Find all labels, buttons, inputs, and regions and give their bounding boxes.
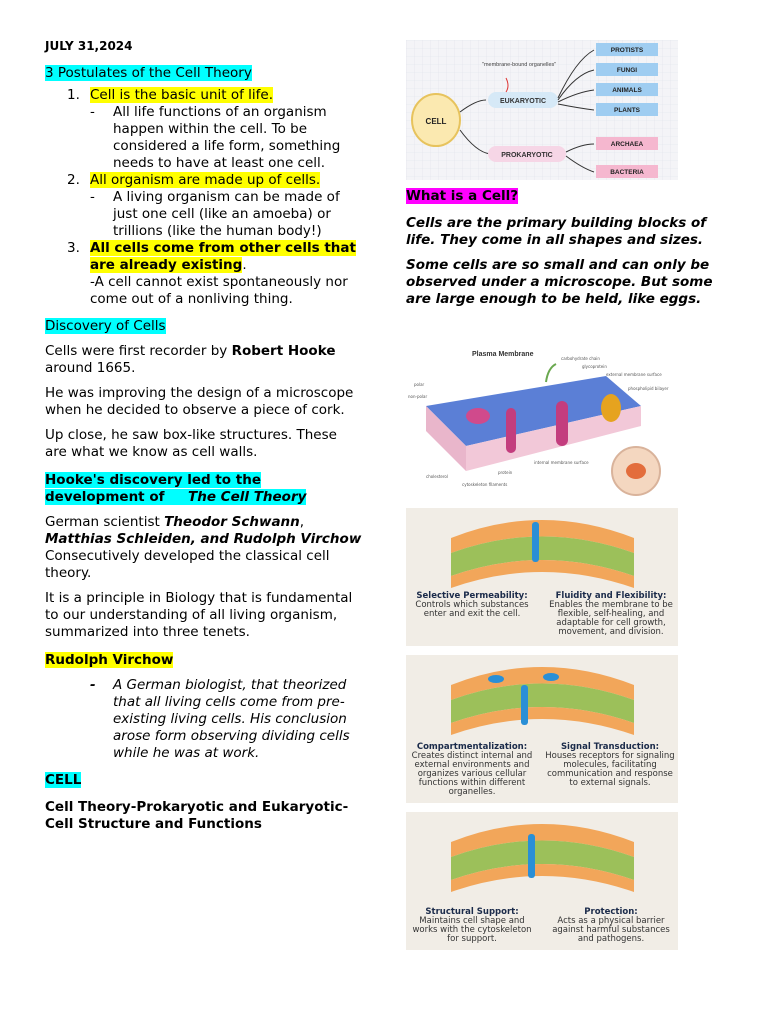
postulate-note: - All life functions of an organism happen within the cell. To be considered a life form, something needs to have at least one cell. — [90, 104, 341, 171]
panel-right-text: Fluidity and Flexibility: Enables the membrane to be flexible, self-healing, and adaptable for cell growth, movement, and division. — [549, 591, 673, 637]
prok-item: ARCHAEA — [610, 141, 644, 148]
postulate-text: Cell is the basic unit of life. — [90, 87, 273, 103]
svg-text:carbohydrate chain: carbohydrate chain — [561, 356, 600, 361]
cell-heading: CELL — [45, 772, 82, 788]
document-date: JULY 31,2024 — [45, 39, 133, 53]
postulate-note: -A cell cannot exist spontaneously nor come out of a nonliving thing. — [90, 274, 348, 307]
membrane-panel-2 — [406, 655, 678, 803]
membrane-note: "membrane-bound organelles" — [482, 62, 557, 68]
svg-text:phospholipid bilayer: phospholipid bilayer — [628, 386, 669, 391]
svg-text:external membrane surface: external membrane surface — [606, 372, 662, 377]
cell-subheading: Cell Theory-Prokaryotic and Eukaryotic-Cell Structure and Functions — [45, 799, 349, 832]
euk-item: FUNGI — [616, 67, 638, 74]
svg-text:polar: polar — [414, 382, 425, 387]
left-column — [45, 38, 363, 833]
postulates-list — [45, 87, 363, 274]
cell-types-diagram — [406, 40, 678, 180]
cell-definition: Cells are the primary building blocks of life. They come in all shapes and sizes. — [406, 215, 707, 248]
euk-item: ANIMALS — [612, 87, 642, 94]
panel-left-text: Selective Permeability: Controls which substances enter and exit the cell. — [415, 591, 529, 619]
hooke-heading: Hooke's discovery led to the development of The Cell Theory — [45, 472, 307, 505]
postulates-heading: 3 Postulates of the Cell Theory — [45, 65, 252, 81]
eukaryotic-label: EUKARYOTIC — [499, 98, 547, 105]
postulate-3: 3. All cells come from other cells that are already existing. — [67, 240, 356, 273]
svg-text:non-polar: non-polar — [408, 394, 428, 399]
panel-left-text: Structural Support: Maintains cell shape and works with the cytoskeleton for support. — [412, 907, 532, 944]
panel-right-text: Protection: Acts as a physical barrier against harmful substances and pathogens. — [552, 907, 670, 944]
svg-text:cholesterol: cholesterol — [426, 474, 448, 479]
cell-size-note: Some cells are so small and can only be observed under a microscope. But some are large enough to be held, like eggs. — [406, 257, 713, 307]
svg-text:protein: protein — [498, 470, 513, 475]
postulate-2: 2. All organism are made up of cells. — [67, 172, 321, 188]
hooke-paragraph: German scientist Theodor Schwann, Matthias Schleiden, and Rudolph Virchow Consecutively developed the classical cell theory. — [45, 514, 362, 581]
membrane-panel-3 — [406, 812, 678, 950]
right-column-text — [406, 188, 724, 308]
euk-item: PROTISTS — [610, 47, 644, 54]
svg-text:cytoskeleton filaments: cytoskeleton filaments — [462, 482, 508, 487]
plasma-title: Plasma Membrane — [472, 351, 534, 358]
prok-item: BACTERIA — [610, 169, 644, 176]
virchow-description: - A German biologist, that theorized that all living cells come from pre-existing living cells. His conclusion arose form observing dividing cells while he was at work. — [90, 677, 350, 761]
euk-item: PLANTS — [614, 107, 640, 114]
panel-left-text: Compartmentalization: Creates distinct internal and external environments and organizes various cellular functions within different organelles. — [411, 742, 533, 797]
discovery-paragraph: Cells were first recorder by Robert Hooke around 1665. — [45, 343, 336, 376]
postulate-1: 1. Cell is the basic unit of life. — [67, 87, 273, 103]
membrane-panel-1 — [406, 508, 678, 646]
postulate-note: - A living organism can be made of just one cell (like an amoeba) or trillions (like the human body!) — [90, 189, 340, 239]
prokaryotic-label: PROKARYOTIC — [501, 152, 553, 159]
virchow-heading: Rudolph Virchow — [45, 652, 174, 668]
svg-text:internal membrane surface: internal membrane surface — [534, 460, 589, 465]
what-is-cell-heading: What is a Cell? — [406, 188, 519, 204]
hooke-paragraph: It is a principle in Biology that is fundamental to our understanding of all living organism, summarized into three tenets. — [45, 590, 353, 640]
postulate-text: All organism are made up of cells. — [90, 172, 321, 188]
discovery-paragraph: He was improving the design of a microscope when he decided to observe a piece of cork. — [45, 385, 354, 418]
discovery-heading: Discovery of Cells — [45, 318, 166, 334]
diagram-center-label: CELL — [425, 117, 447, 126]
postulate-text: All cells come from other cells that are already existing — [90, 240, 356, 273]
plasma-membrane-image — [406, 346, 678, 498]
discovery-paragraph: Up close, he saw box-like structures. These are what we know as cell walls. — [45, 427, 337, 460]
panel-right-text: Signal Transduction: Houses receptors for signaling molecules, facilitating communication and response to external signals. — [545, 742, 675, 788]
svg-text:glycoprotein: glycoprotein — [582, 364, 607, 369]
